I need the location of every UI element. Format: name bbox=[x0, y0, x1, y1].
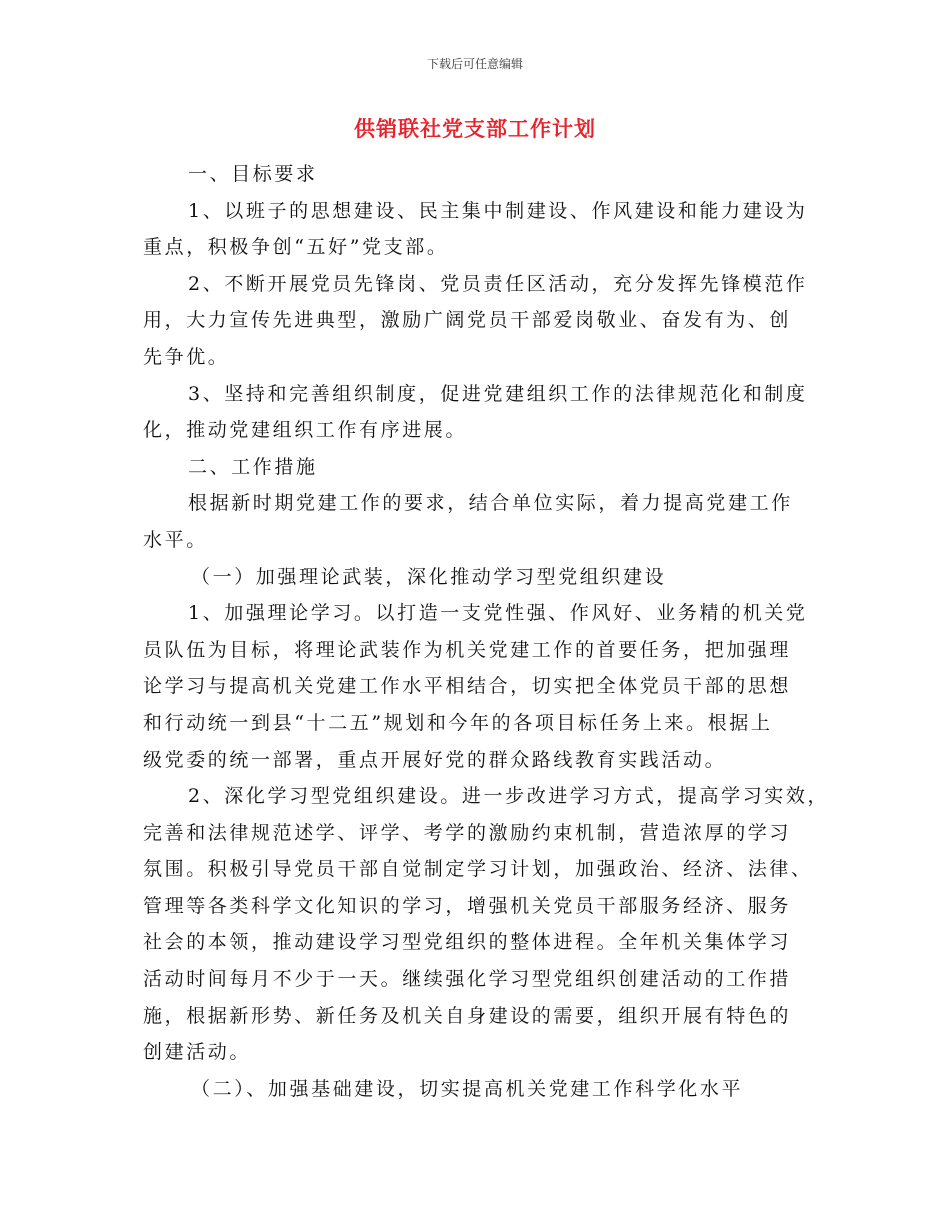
paragraph-line: 施，根据新形势、新任务及机关自身建设的需要，组织开展有特色的 bbox=[143, 1004, 792, 1027]
subsection-heading-two: （二）、加强基础建设，切实提高机关党建工作科学化水平 bbox=[191, 1077, 744, 1100]
paragraph-line: 论学习与提高机关党建工作水平相结合，切实把全体党员干部的思想 bbox=[143, 675, 792, 698]
paragraph-line: 用，大力宣传先进典型，激励广阔党员干部爱岗敬业、奋发有为、创 bbox=[143, 309, 792, 332]
paragraph-line: 重点，积极争创“五好”党支部。 bbox=[143, 236, 449, 259]
paragraph-line: 先争优。 bbox=[143, 345, 230, 368]
paragraph-line: 级党委的统一部署，重点开展好党的群众路线教育实践活动。 bbox=[143, 748, 727, 771]
subsection-heading-one: （一）加强理论武装，深化推动学习型党组织建设 bbox=[191, 565, 667, 588]
paragraph-line: 和行动统一到县“十二五”规划和今年的各项目标任务上来。根据上 bbox=[143, 711, 773, 734]
document-title: 供销联社党支部工作计划 bbox=[354, 116, 596, 141]
document-body bbox=[143, 156, 830, 1107]
paragraph-line: 员队伍为目标，将理论武装作为机关党建工作的首要任务，把加强理 bbox=[143, 638, 792, 661]
section-heading-goals: 一、目标要求 bbox=[188, 163, 318, 185]
paragraph-line: 1、加强理论学习。以打造一支党性强、作风好、业务精的机关党 bbox=[188, 602, 808, 625]
paragraph-line: 1、以班子的思想建设、民主集中制建设、作风建设和能力建设为 bbox=[188, 199, 808, 222]
section-heading-measures: 二、工作措施 bbox=[188, 455, 318, 478]
paragraph-line: 氛围。积极引导党员干部自觉制定学习计划，加强政治、经济、法律、 bbox=[143, 858, 813, 881]
paragraph-line: 2、不断开展党员先锋岗、党员责任区活动，充分发挥先锋模范作 bbox=[188, 272, 808, 295]
header-note: 下载后可任意编辑 bbox=[426, 57, 523, 71]
paragraph-line: 根据新时期党建工作的要求，结合单位实际，着力提高党建工作 bbox=[188, 492, 793, 515]
paragraph-line: 水平。 bbox=[143, 528, 208, 551]
paragraph-line: 3、坚持和完善组织制度，促进党建组织工作的法律规范化和制度 bbox=[188, 382, 808, 405]
paragraph-line: 管理等各类科学文化知识的学习，增强机关党员干部服务经济、服务 bbox=[143, 894, 792, 917]
paragraph-line: 社会的本领，推动建设学习型党组织的整体进程。全年机关集体学习 bbox=[143, 931, 792, 954]
paragraph-line: 活动时间每月不少于一天。继续强化学习型党组织创建活动的工作措 bbox=[143, 968, 792, 991]
paragraph-line: 化，推动党建组织工作有序进展。 bbox=[143, 419, 468, 442]
paragraph-line: 创建活动。 bbox=[143, 1041, 252, 1064]
paragraph-line: 完善和法律规范述学、评学、考学的激励约束机制，营造浓厚的学习 bbox=[143, 821, 792, 844]
paragraph-line: 2、深化学习型党组织建设。进一步改进学习方式，提高学习实效， bbox=[188, 785, 830, 808]
